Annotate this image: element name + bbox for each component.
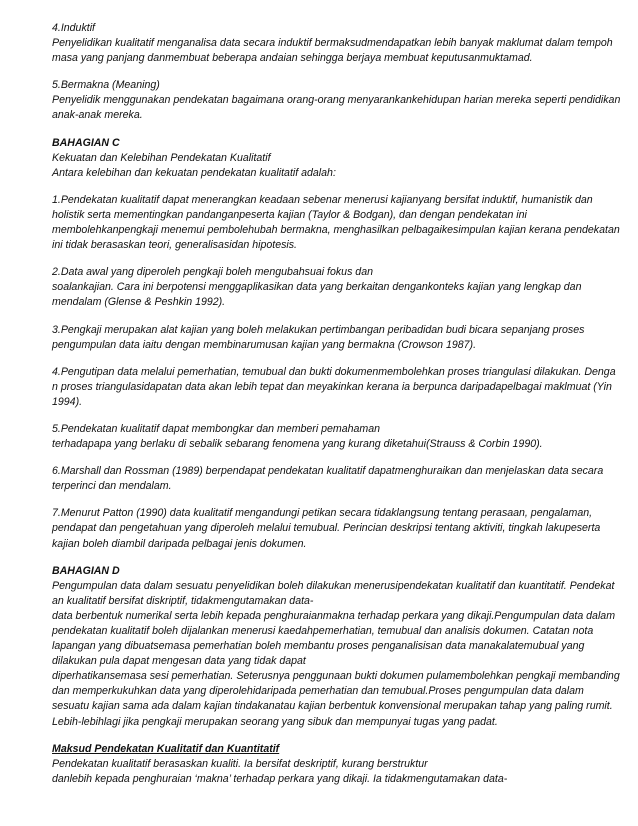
text-line: n proses triangulasidapatan data akan lebih tepat dan meyakinkan kerana ia berpunca daripadapelbagai maklmuat (Yin <box>52 380 612 393</box>
text-line: kajian boleh diambil daripada pelbagai jenis dokumen. <box>52 537 307 550</box>
text-line: Kekuatan dan Kelebihan Pendekatan Kualitatif <box>52 151 271 164</box>
paragraph <box>52 365 618 410</box>
text-line: 1994). <box>52 395 83 408</box>
text-line: dan memperkukuhkan data yang diperolehidaripada pemerhatian dan temubual.Proses pengumpulan data dalam <box>52 685 584 698</box>
text-line: lapangan yang dibuatsemasa pemerhatian boleh membantu proses penganalisisan data manakalatemubual yang <box>52 640 585 653</box>
text-line: terperinci dan mendalam. <box>52 480 172 493</box>
text-line: masa yang panjang danmembuat beberapa andaian sehingga berjaya membuat keputusanmuktamad. <box>52 52 533 65</box>
text-line: sesuatu kajian sama ada dalam kajian tindakanatau kajian berbentuk konvensional merupakan tahap yang paling rumit. <box>52 700 613 713</box>
text-line: 7.Menurut Patton (1990) data kualitatif mengandungi petikan secara tidaklangsung tentang perasaan, pengalaman, <box>52 507 593 520</box>
subsection-heading: Maksud Pendekatan Kualitatif dan Kuantitatif <box>52 742 280 755</box>
text-line: mendalam (Glense & Peshkin 1992). <box>52 296 226 309</box>
text-line: ini tidak berasaskan teori, generalisasidan hipotesis. <box>52 239 297 252</box>
text-line: Pendekatan kualitatif berasaskan kualiti. Ia bersifat deskriptif, kurang berstruktur <box>52 757 428 770</box>
text-line: 4.Pengutipan data melalui pemerhatian, temubual dan bukti dokumenmembolehkan proses triangulasi dilakukan. Denga <box>52 365 616 378</box>
text-line: 6.Marshall dan Rossman (1989) berpendapat pendekatan kualitatif dapatmenghuraikan dan menjelaskan data secara <box>52 465 604 478</box>
paragraph <box>52 323 618 353</box>
section-heading: BAHAGIAN C <box>52 136 120 149</box>
text-line: Antara kelebihan dan kekuatan pendekatan kualitatif adalah: <box>52 166 336 179</box>
text-line: data berbentuk numerikal serta lebih kepada penghuraianmakna terhadap perkara yang dikaji.Pengumpulan data dalam <box>52 609 616 622</box>
text-line: Penyelidikan kualitatif menganalisa data secara induktif bermaksudmendapatkan lebih banyak maklumat dalam tempoh <box>52 37 613 50</box>
text-line: Pengumpulan data dalam sesuatu penyelidikan boleh dilakukan menerusipendekatan kualitatif dan kuantitatif. Pendekat <box>52 579 615 592</box>
text-line: soalankajian. Cara ini berpotensi menggaplikasikan data yang berkaitan dengankonteks kajian yang lengkap dan <box>52 281 582 294</box>
paragraph <box>52 506 618 551</box>
text-line: 3.Pengkaji merupakan alat kajian yang boleh melakukan pertimbangan peribadidan budi bicara sepanjang proses <box>52 323 585 336</box>
text-line: diperhatikansemasa sesi pemerhatian. Seterusnya penggunaan bukti dokumen pulamembolehkan pengkaji membanding <box>52 670 620 683</box>
paragraph <box>52 193 618 253</box>
text-line: Lebih-lebihlagi jika pengkaji merupakan seorang yang sibuk dan mempunyai tugas yang padat. <box>52 715 498 728</box>
text-line: an kualitatif bersifat diskriptif, tidakmengutamakan data- <box>52 594 314 607</box>
text-line: 4.Induktif <box>52 22 95 34</box>
text-line: pendapat dan pengetahuan yang diperoleh melalui temubual. Perincian deskripsi tentang aktiviti, tingkah lakupeserta <box>52 522 601 535</box>
text-line: 1.Pendekatan kualitatif dapat menerangkan keadaan sebenar menerusi kajianyang bersifat induktif, humanistik dan <box>52 193 593 206</box>
text-line: membolehkanpengkaji menemui pembolehubah bermakna, menghasilkan pelbagaikesimpulan kajian kerana pendekatan <box>52 224 620 237</box>
paragraph <box>52 136 618 181</box>
text-line: anak-anak mereka. <box>52 109 143 122</box>
text-line: pengumpulan data iaitu dengan membinarumusan kajian yang bermakna (Crowson 1987). <box>52 338 477 351</box>
document-page <box>52 21 621 799</box>
text-line: 5.Bermakna (Meaning) <box>52 79 160 92</box>
paragraph <box>52 422 618 452</box>
paragraph <box>52 564 618 730</box>
text-line: 5.Pendekatan kualitatif dapat membongkar dan memberi pemahaman <box>52 422 381 435</box>
paragraph <box>52 78 621 123</box>
text-line: 2.Data awal yang diperoleh pengkaji boleh mengubahsuai fokus dan <box>52 266 373 279</box>
text-line: dilakukan pula dapat mengesan data yang tidak dapat <box>52 655 306 668</box>
paragraph <box>52 742 618 787</box>
text-line: terhadapapa yang berlaku di sebalik sebarang fenomena yang kurang diketahui(Strauss & Corbin 1990). <box>52 438 543 451</box>
paragraph <box>52 265 618 310</box>
paragraph <box>52 464 618 494</box>
text-line: danlebih kepada penghuraian ‘makna’ terhadap perkara yang dikaji. Ia tidakmengutamakan data- <box>52 772 508 785</box>
text-line: holistik serta mementingkan pandanganpeserta kajian (Taylor & Bodgan), dan dengan pendekatan ini <box>52 208 527 221</box>
paragraph <box>52 21 618 66</box>
section-heading: BAHAGIAN D <box>52 564 120 577</box>
text-line: pendekatan kualitatif boleh dijalankan menerusi kaedahpemerhatian, temubual dan analisis dokumen. Catatan nota <box>52 625 594 637</box>
text-line: Penyelidik menggunakan pendekatan bagaimana orang-orang menyarankankehidupan harian mereka seperti pendidikan <box>52 94 621 107</box>
